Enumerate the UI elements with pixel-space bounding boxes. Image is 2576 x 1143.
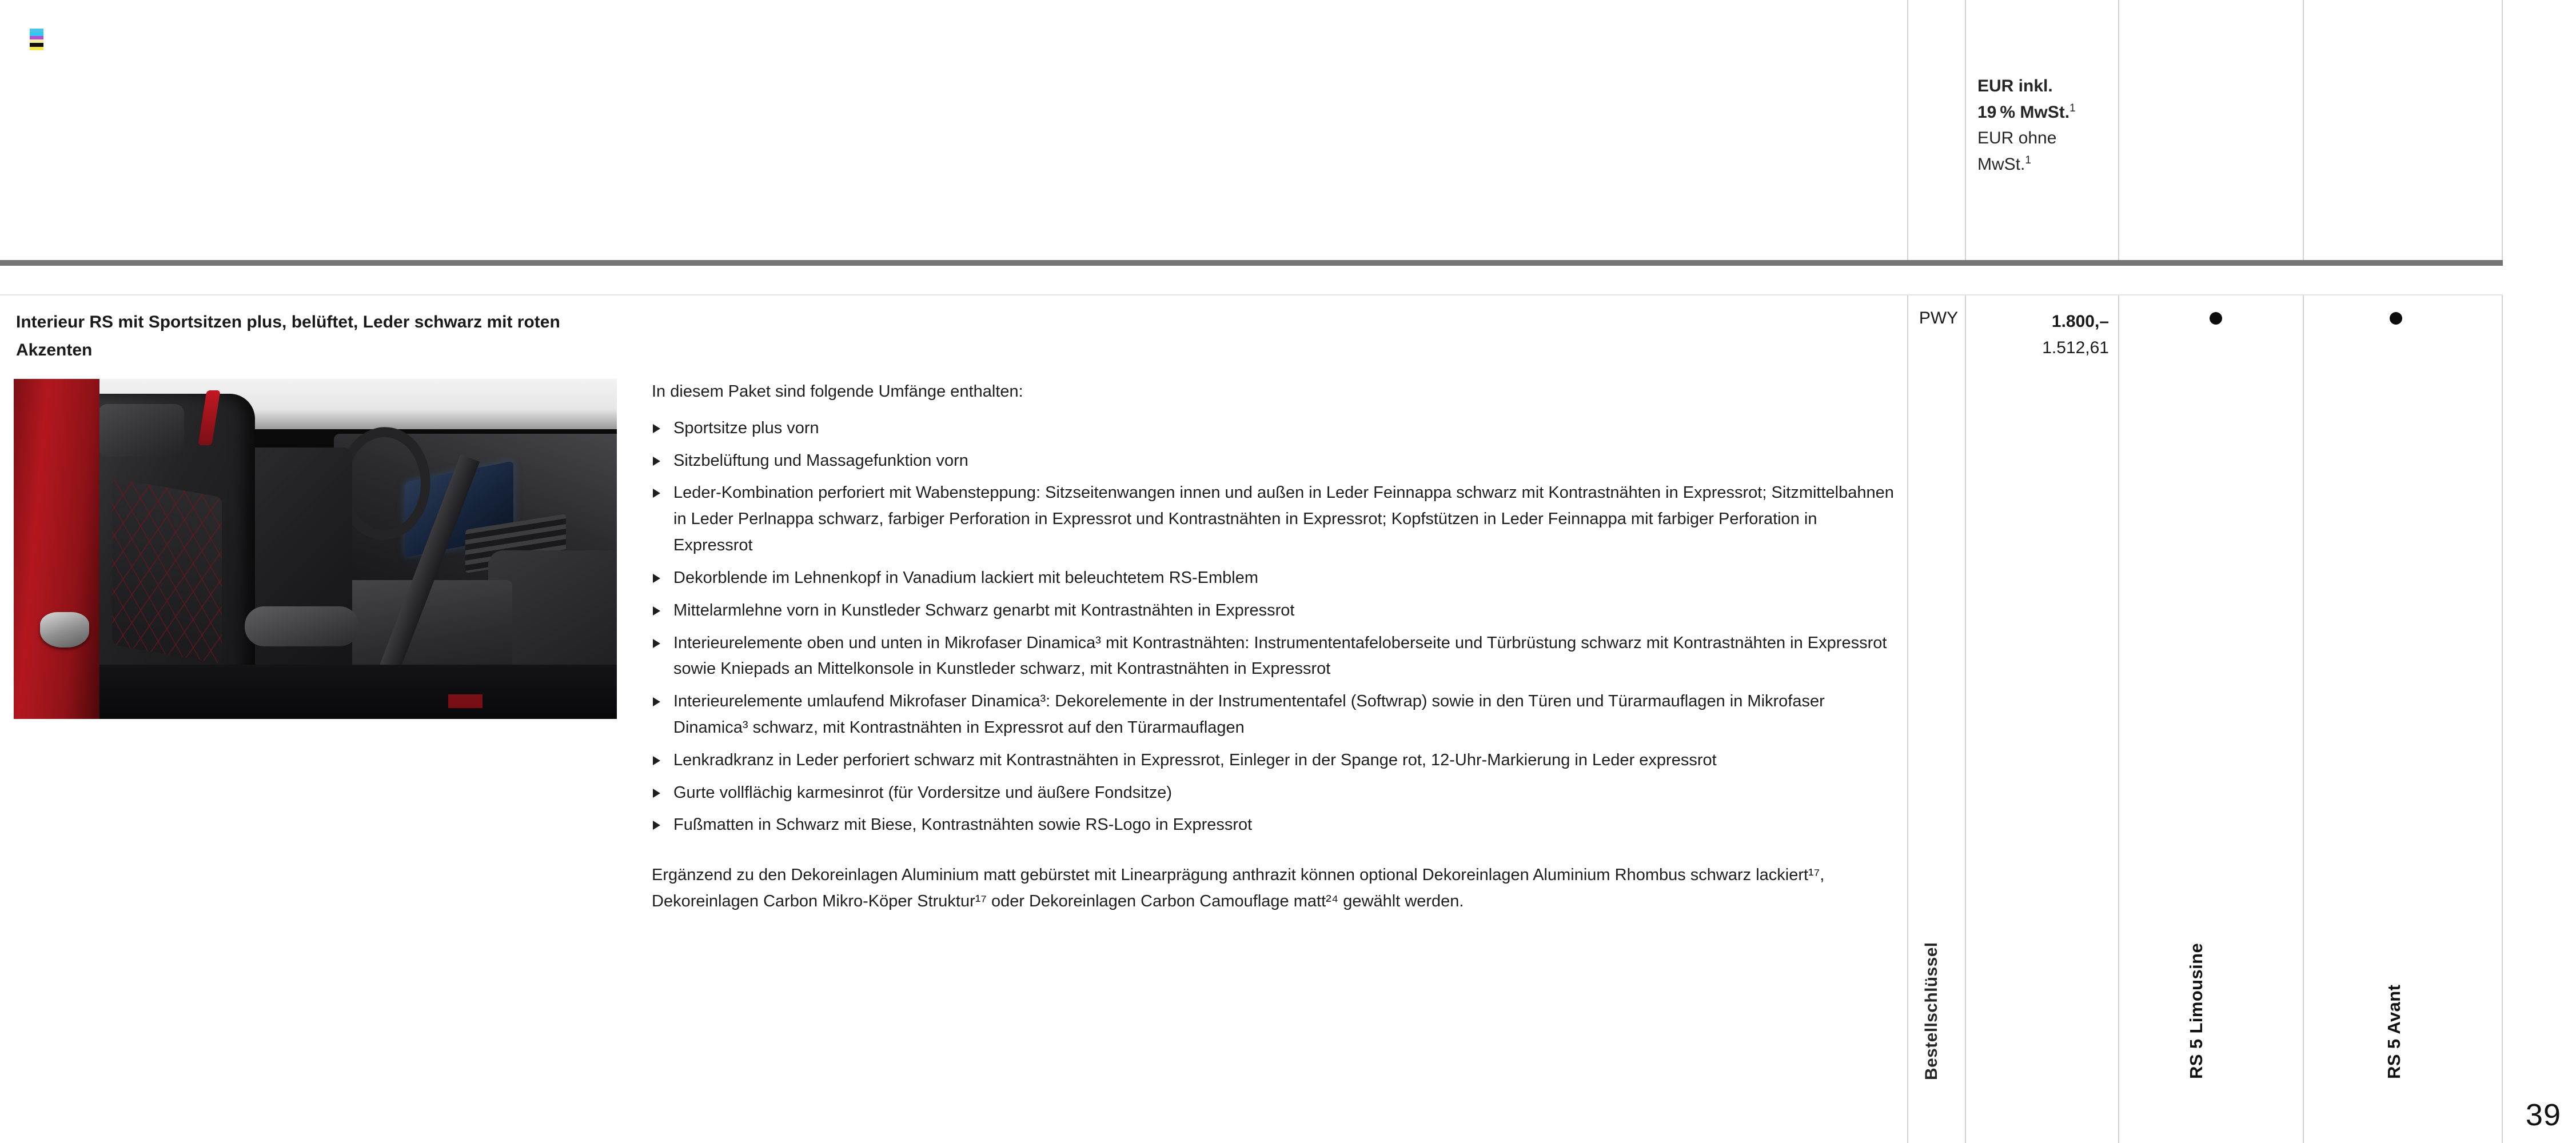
column-rule	[1907, 295, 1908, 1143]
list-item-label: Interieurelemente oben und unten in Mikrofaser Dinamica³ mit Kontrastnähten: Instrumententafeloberseite und Türbrüstung schwarz mit Kontrastnähten in Expressrot sowie Kniepads an Mittelkonsole in Kunstleder schwarz, mit Kontrastnähten in Expressrot	[673, 633, 1887, 678]
list-item-label: Sitzbelüftung und Massagefunktion vorn	[673, 451, 968, 470]
price-gross: 1.800,–	[2051, 312, 2109, 331]
list-item	[652, 689, 1898, 741]
column-rule	[1965, 295, 1966, 1143]
list-item-label: Interieurelemente umlaufend Mikrofaser Dinamica³: Dekorelemente in der Instrumententafel (Softwrap) sowie in den Türen und Türarmauflagen in Mikrofaser Dinamica³ schwarz, mit Kontrastnähten in Expressrot auf den Türarmauflagen	[673, 692, 1825, 737]
list-item-label: Leder-Kombination perforiert mit Wabensteppung: Sitzseitenwangen innen und außen in Leder Feinnappa schwarz mit Kontrastnähten in Expressrot; Sitzmittelbahnen in Leder Perlnappa schwarz, farbiger Perforation in Expressrot und Kontrastnähten in Expressrot; Kopfstützen in Leder Feinnappa mit farbiger Perforation in Expressrot	[673, 483, 1894, 555]
row-title: Interieur RS mit Sportsitzen plus, belüftet, Leder schwarz mit roten Akzenten	[16, 313, 560, 359]
list-item	[652, 565, 1898, 592]
header-price-line-1: EUR inkl.	[1977, 77, 2053, 95]
description-column	[652, 379, 1898, 915]
list-item-label: Lenkradkranz in Leder perforiert schwarz mit Kontrastnähten in Expressrot, Einleger in der Spange rot, 12-Uhr-Markierung in Leder expressrot	[673, 750, 1717, 769]
description-intro: In diesem Paket sind folgende Umfänge enthalten:	[652, 382, 1023, 401]
triangle-bullet-icon	[653, 821, 660, 830]
price-net: 1.512,61	[2042, 338, 2109, 357]
description-outro: Ergänzend zu den Dekoreinlagen Aluminium matt gebürstet mit Linearprägung anthrazit können optional Dekoreinlagen Aluminium Rhombus schwarz lackiert¹⁷, Dekoreinlagen Carbon Mikro-Köper Struktur¹⁷ oder Dekoreinlagen Carbon Camouflage matt²⁴ gewählt werden.	[652, 866, 1825, 910]
header-price-block	[1977, 73, 2109, 177]
column-rule	[2502, 295, 2503, 1143]
list-item	[652, 748, 1898, 774]
triangle-bullet-icon	[653, 789, 660, 798]
column-rule	[1965, 0, 1966, 260]
availability-dot-rs5-avant	[2390, 312, 2402, 325]
list-item-label: Fußmatten in Schwarz mit Biese, Kontrastnähten sowie RS-Logo in Expressrot	[673, 816, 1253, 834]
header-order-key: Bestellschlüssel	[1922, 942, 1941, 1080]
page-number: 39	[2525, 1098, 2561, 1132]
list-item-label: Gurte vollflächig karmesinrot (für Vordersitze und äußere Fondsitze)	[673, 783, 1172, 802]
column-rule	[1907, 0, 1908, 260]
list-item	[652, 448, 1898, 474]
list-item	[652, 780, 1898, 806]
list-item	[652, 630, 1898, 683]
list-item-label: Mittelarmlehne vorn in Kunstleder Schwarz genarbt mit Kontrastnähten in Expressrot	[673, 601, 1295, 620]
triangle-bullet-icon	[653, 639, 660, 648]
header-price-line-2: 19 % MwSt.$^1$	[1977, 102, 2076, 122]
column-rule	[2303, 295, 2304, 1143]
list-item	[652, 812, 1898, 838]
header-model-rs5-avant: RS 5 Avant	[2384, 984, 2404, 1079]
list-item	[652, 480, 1898, 558]
feature-list	[652, 415, 1898, 838]
header-model-rs5-limousine: RS 5 Limousine	[2186, 942, 2206, 1079]
triangle-bullet-icon	[653, 756, 660, 765]
availability-dot-rs5-limousine	[2210, 312, 2222, 325]
interior-photo	[14, 379, 617, 719]
list-item-label: Sportsitze plus vorn	[673, 418, 819, 437]
row-separator	[0, 294, 2503, 295]
header-price-line-4: MwSt.$^1$	[1977, 154, 2031, 174]
cell-price	[1977, 309, 2109, 361]
triangle-bullet-icon	[653, 457, 660, 466]
header-price-line-3: EUR ohne	[1977, 129, 2057, 148]
column-rule	[2118, 295, 2119, 1143]
list-item	[652, 415, 1898, 442]
header-separator	[0, 260, 2503, 266]
list-item	[652, 598, 1898, 624]
triangle-bullet-icon	[653, 424, 660, 433]
triangle-bullet-icon	[653, 697, 660, 706]
cmyk-registration-bar-icon	[30, 29, 43, 50]
footnote-ref: 1	[2025, 154, 2031, 166]
triangle-bullet-icon	[653, 574, 660, 583]
column-rule	[2118, 0, 2119, 260]
column-rule	[2303, 0, 2304, 260]
column-rule	[2502, 0, 2503, 260]
triangle-bullet-icon	[653, 606, 660, 616]
footnote-ref: 1	[2069, 102, 2076, 114]
triangle-bullet-icon	[653, 489, 660, 498]
list-item-label: Dekorblende im Lehnenkopf in Vanadium lackiert mit beleuchtetem RS-Emblem	[673, 568, 1259, 587]
cell-order-key: PWY	[1919, 309, 1959, 327]
